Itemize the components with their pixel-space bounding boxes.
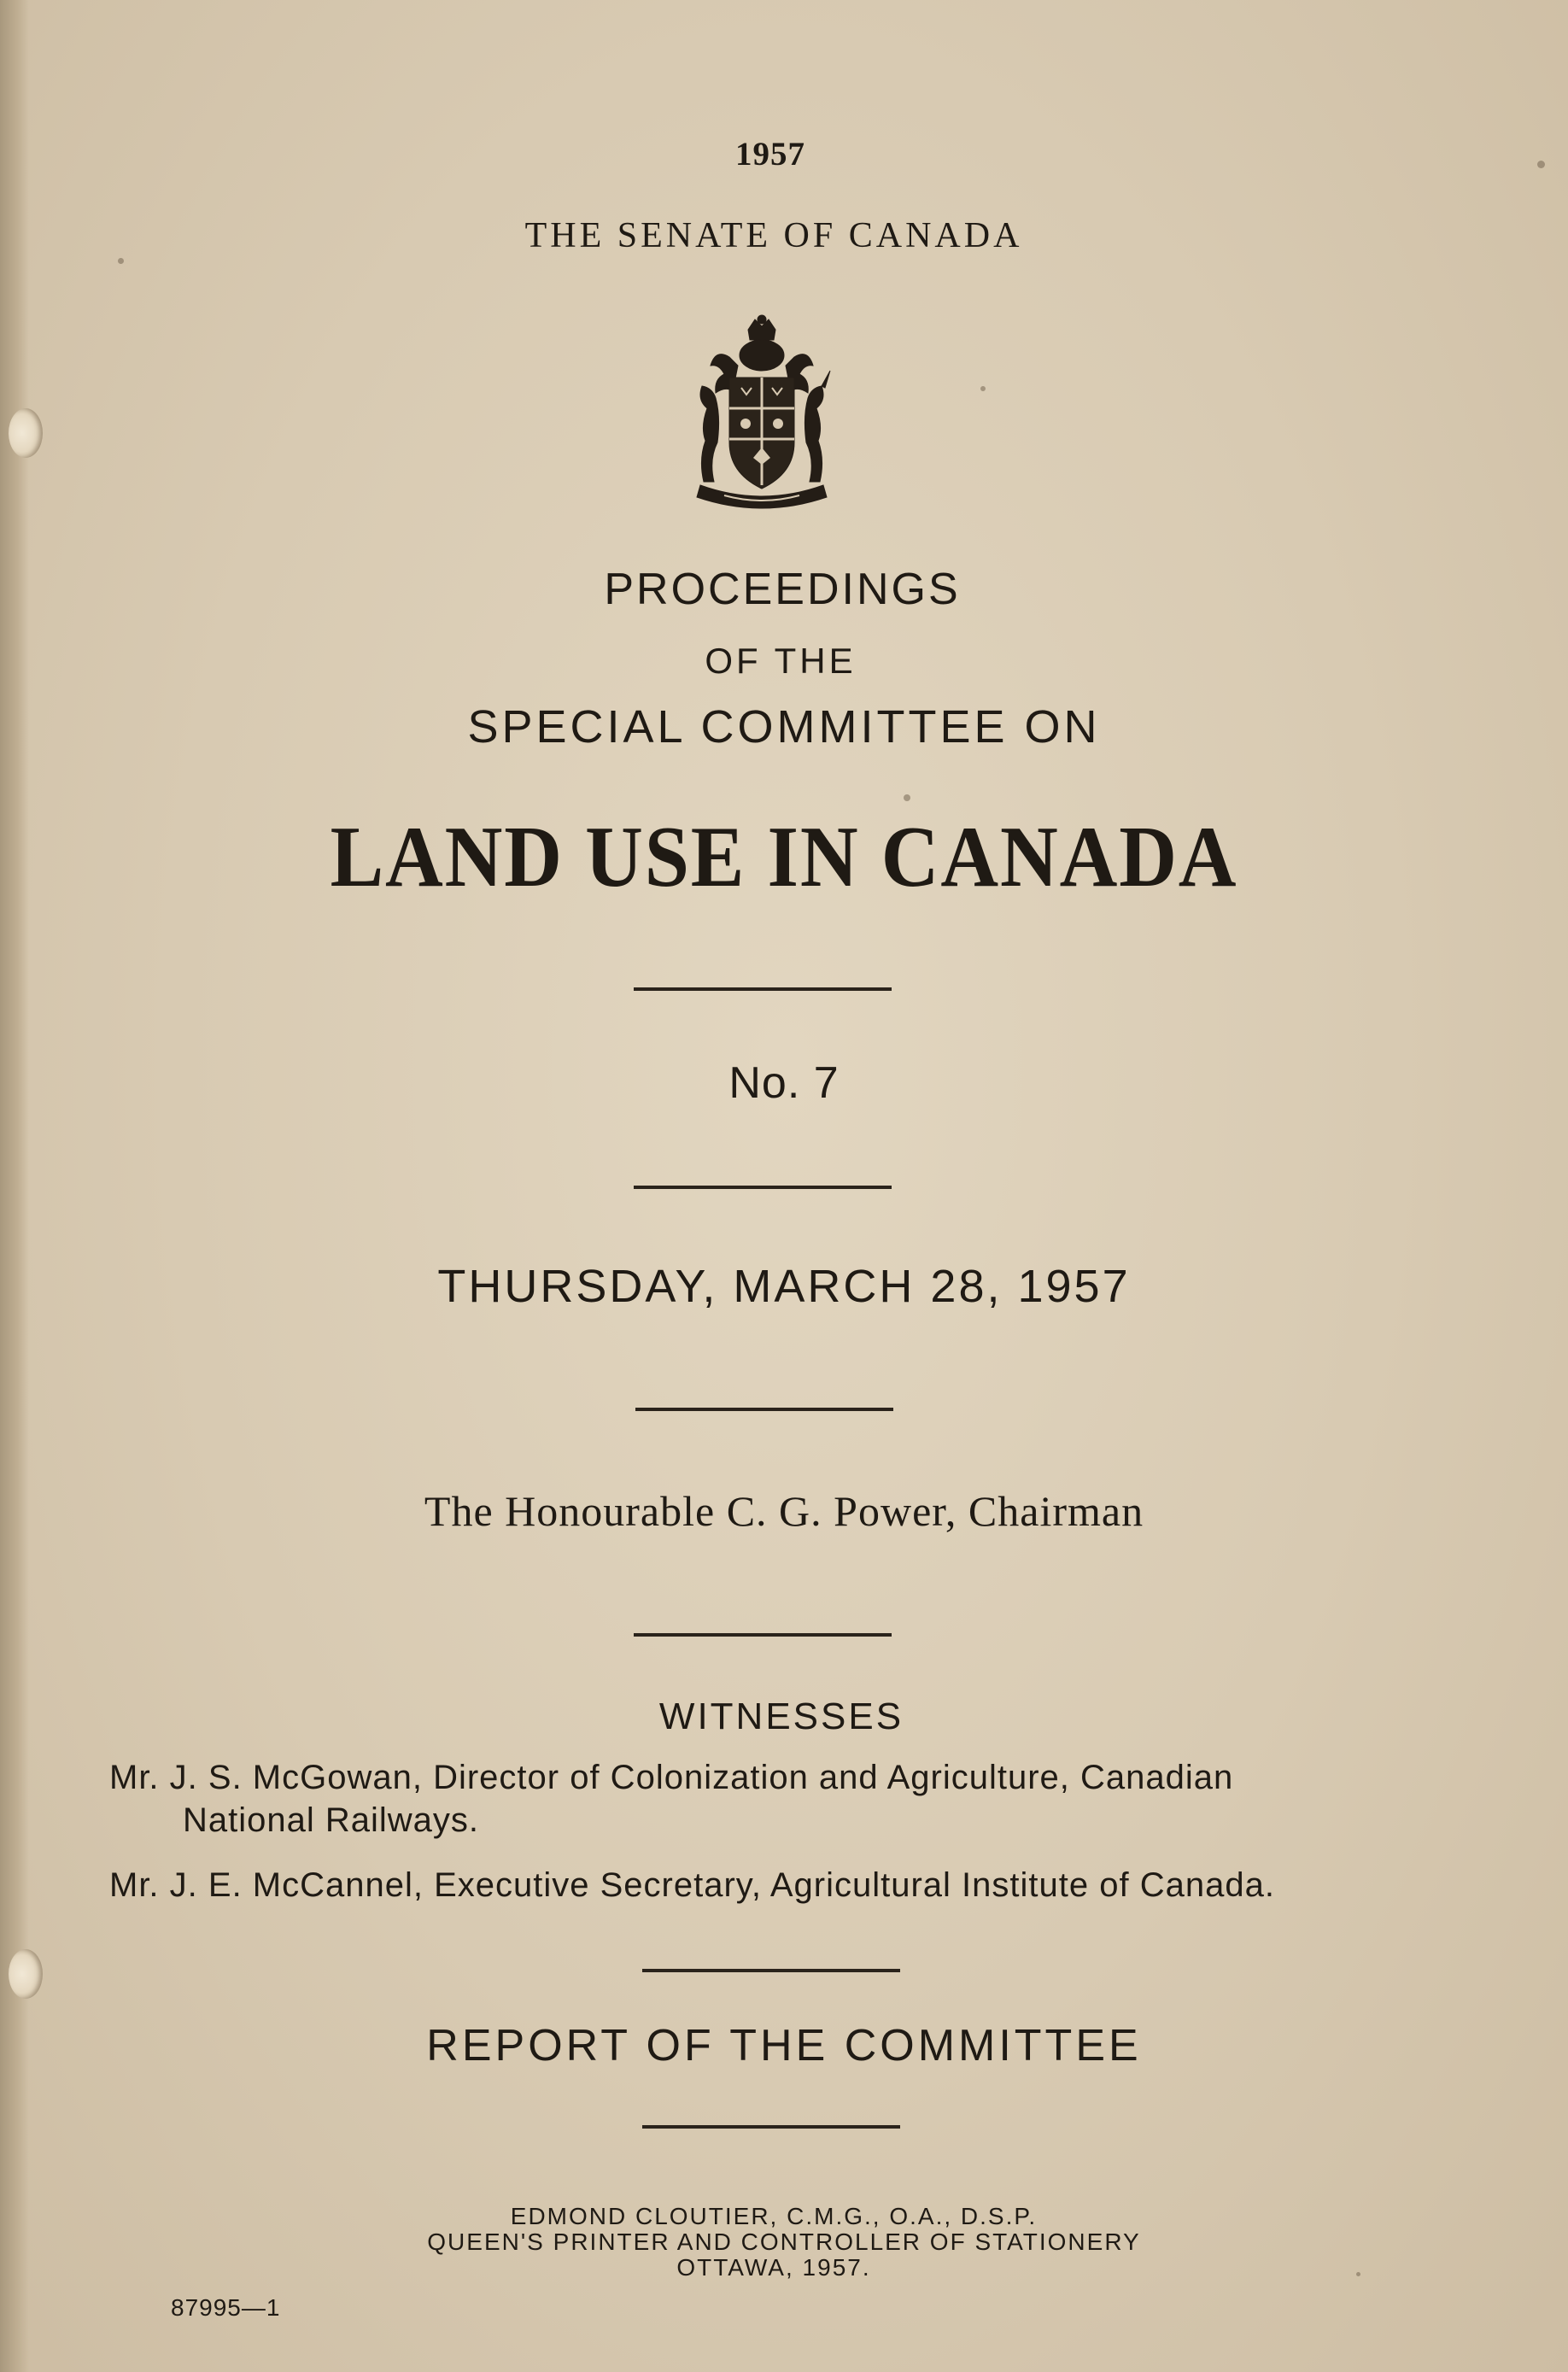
witness-entry: [109, 1864, 1450, 1906]
title-line-proceedings: PROCEEDINGS: [604, 565, 961, 614]
witness-line: Mr. J. E. McCannel, Executive Secretary, Agricultural Institute of Canada.: [109, 1866, 1275, 1904]
printer-name: EDMOND CLOUTIER, C.M.G., O.A., D.S.P.: [510, 2203, 1038, 2229]
meeting-date: THURSDAY, MARCH 28, 1957: [437, 1261, 1131, 1312]
witness-entry: [109, 1756, 1450, 1842]
divider: [634, 1186, 892, 1189]
binding-edge: [0, 0, 29, 2372]
issue-number: No. 7: [728, 1058, 840, 1108]
publication-year: 1957: [735, 136, 805, 173]
coat-of-arms-icon: [690, 314, 834, 518]
divider: [634, 987, 892, 991]
chairman-line: The Honourable C. G. Power, Chairman: [424, 1487, 1144, 1535]
witness-line-continued: National Railways.: [183, 1801, 480, 1839]
printer-place-year: OTTAWA, 1957.: [676, 2254, 871, 2281]
paper-speck: [980, 386, 986, 391]
main-title: LAND USE IN CANADA: [330, 809, 1238, 905]
paper-speck: [1356, 2272, 1360, 2276]
divider: [642, 2125, 900, 2129]
report-heading: REPORT OF THE COMMITTEE: [426, 2021, 1142, 2070]
print-code: 87995—1: [171, 2294, 281, 2321]
title-line-of-the: OF THE: [705, 641, 857, 681]
punch-hole: [9, 408, 43, 458]
divider: [634, 1633, 892, 1637]
paper-speck: [118, 258, 124, 264]
divider: [635, 1408, 893, 1411]
printer-title: QUEEN'S PRINTER AND CONTROLLER OF STATIONERY: [427, 2229, 1141, 2255]
title-line-committee: SPECIAL COMMITTEE ON: [467, 701, 1101, 753]
divider: [642, 1969, 900, 1972]
witnesses-heading: WITNESSES: [658, 1696, 904, 1737]
witness-line: Mr. J. S. McGowan, Director of Colonization and Agriculture, Canadian: [109, 1759, 1234, 1796]
paper-speck: [1537, 161, 1545, 168]
issuing-body: THE SENATE OF CANADA: [524, 216, 1023, 255]
punch-hole: [9, 1949, 43, 1999]
paper-speck: [904, 794, 910, 801]
